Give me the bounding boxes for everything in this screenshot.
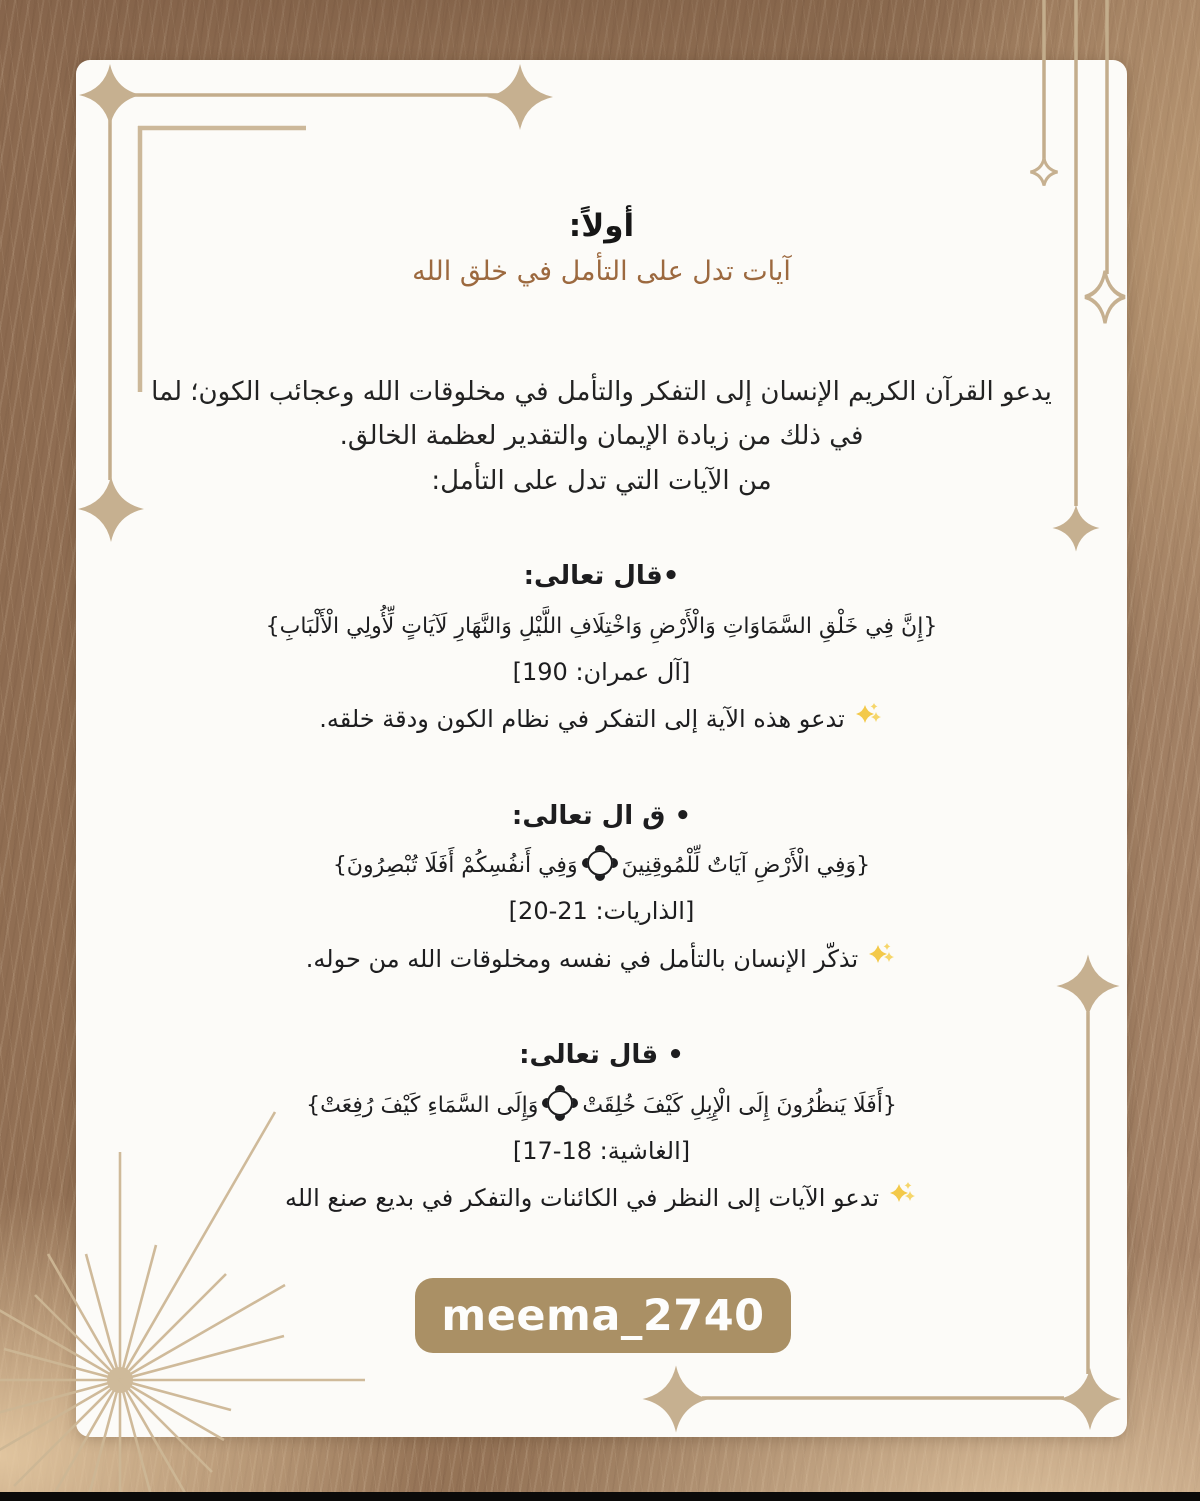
quran-verse — [144, 845, 1059, 888]
verse-text: وَإِلَى السَّمَاءِ كَيْفَ رُفِعَتْ} — [306, 1092, 539, 1118]
explanation-text: تدعو الآيات إلى النظر في الكائنات والتفكر في بديع صنع الله — [284, 1184, 880, 1213]
verse-text: {إِنَّ فِي خَلْقِ السَّمَاوَاتِ وَالْأَرْضِ وَاخْتِلَافِ اللَّيْلِ وَالنَّهَارِ لَآيَاتٍ لِّأُولِي الْأَلْبَابِ} — [265, 613, 938, 639]
section-heading: •قال تعالى: — [523, 561, 680, 592]
page-subtitle: آيات تدل على التأمل في خلق الله — [412, 256, 791, 287]
section-heading: • قال تعالى: — [519, 1040, 684, 1071]
sparkles-icon — [888, 1180, 918, 1223]
verse-section-2 — [144, 796, 1059, 984]
explanation-text: تذكّر الإنسان بالتأمل في نفسه ومخلوقات الله من حوله. — [305, 944, 859, 973]
intro-line-1: يدعو القرآن الكريم الإنسان إلى التفكر والتأمل في مخلوقات الله وعجائب الكون؛ لما في ذلك من زيادة الإيمان والتقدير لعظمة الخالق. — [151, 377, 1052, 451]
verse-text: {وَفِي الْأَرْضِ آيَاتٌ لِّلْمُوقِنِينَ — [621, 853, 871, 879]
verse-text: {أَفَلَا يَنظُرُونَ إِلَى الْإِبِلِ كَيْفَ خُلِقَتْ — [582, 1092, 897, 1118]
verse-section-1 — [144, 556, 1059, 744]
explanation-text: تدعو هذه الآية إلى التفكر في نظام الكون ودقة خلقه. — [319, 704, 845, 733]
verse-explanation — [144, 939, 1059, 984]
quran-verse — [144, 1085, 1059, 1128]
intro-paragraph — [144, 371, 1059, 504]
username-text: meema_2740 — [441, 1290, 765, 1341]
verse-text: وَفِي أَنفُسِكُمْ أَفَلَا تُبْصِرُونَ} — [332, 853, 578, 879]
verse-reference: [آل عمران: 190] — [512, 657, 691, 686]
quran-verse — [144, 606, 1059, 649]
bottom-black-bar — [0, 1492, 1200, 1501]
sparkles-icon — [867, 941, 897, 984]
verse-reference: [الغاشية: 18-17] — [512, 1136, 691, 1165]
card-content — [76, 60, 1127, 1223]
verse-explanation — [144, 699, 1059, 744]
verse-reference: [الذاريات: 21-20] — [508, 897, 695, 926]
username-badge — [415, 1278, 791, 1353]
content-card — [76, 60, 1127, 1437]
verse-explanation — [144, 1178, 1059, 1223]
section-heading: • ق ال تعالى: — [511, 800, 692, 831]
page-title: أولاً: — [568, 208, 635, 244]
end-of-ayah-icon — [547, 1090, 573, 1116]
verse-section-3 — [144, 1035, 1059, 1223]
end-of-ayah-icon — [587, 850, 613, 876]
intro-line-2: من الآيات التي تدل على التأمل: — [431, 466, 772, 497]
sparkles-icon — [854, 701, 884, 744]
